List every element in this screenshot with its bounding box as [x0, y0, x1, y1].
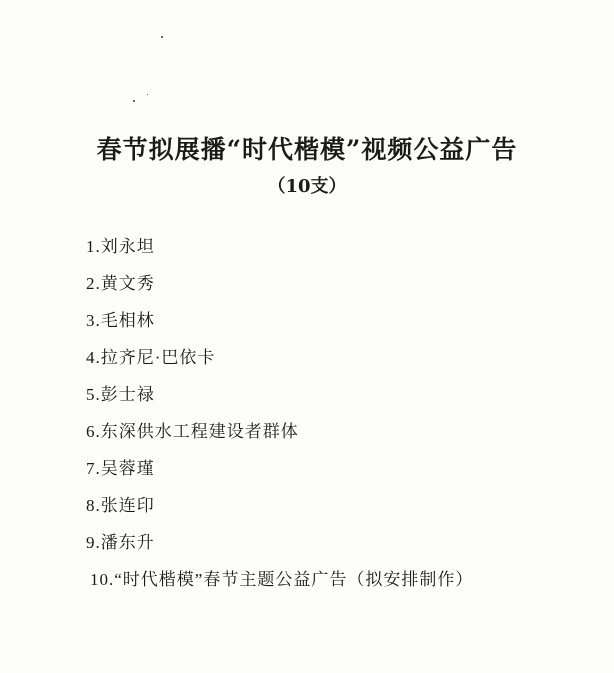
list-item: [86, 228, 473, 265]
item-number: 8.: [86, 496, 101, 515]
item-text: 毛相林: [100, 311, 155, 330]
list-item: [90, 561, 473, 598]
item-number: 2.: [86, 274, 101, 293]
scan-speck: [147, 94, 148, 95]
document-title: 春节拟展播“时代楷模”视频公益广告: [96, 135, 518, 164]
list-item: [86, 450, 473, 487]
item-text: “时代楷模”春节主题公益广告（拟安排制作）: [114, 570, 474, 589]
item-number: 9.: [86, 533, 101, 552]
list-item: [86, 376, 473, 413]
item-number: 10.: [90, 570, 115, 589]
item-text: 刘永坦: [100, 237, 155, 256]
item-list: [86, 228, 473, 598]
list-item: [86, 339, 473, 376]
scan-speck: [133, 100, 135, 102]
item-text: 黄文秀: [100, 274, 155, 293]
item-number: 4.: [86, 348, 101, 367]
item-text: 吴蓉瑾: [100, 459, 155, 478]
document-subtitle: （10支）: [267, 176, 347, 197]
item-number: 5.: [86, 385, 101, 404]
list-item: [86, 524, 473, 561]
item-number: 6.: [86, 422, 101, 441]
list-item: [86, 265, 473, 302]
item-text: 彭士禄: [100, 385, 155, 404]
item-number: 1.: [86, 237, 101, 256]
item-text: 东深供水工程建设者群体: [100, 422, 299, 441]
list-item: [86, 487, 473, 524]
item-text: 拉齐尼·巴依卡: [100, 348, 216, 367]
list-item: [86, 302, 473, 339]
item-text: 张连印: [100, 496, 155, 515]
item-number: 7.: [86, 459, 101, 478]
scan-speck: [161, 36, 163, 38]
list-item: [86, 413, 473, 450]
item-number: 3.: [86, 311, 101, 330]
item-text: 潘东升: [100, 533, 155, 552]
